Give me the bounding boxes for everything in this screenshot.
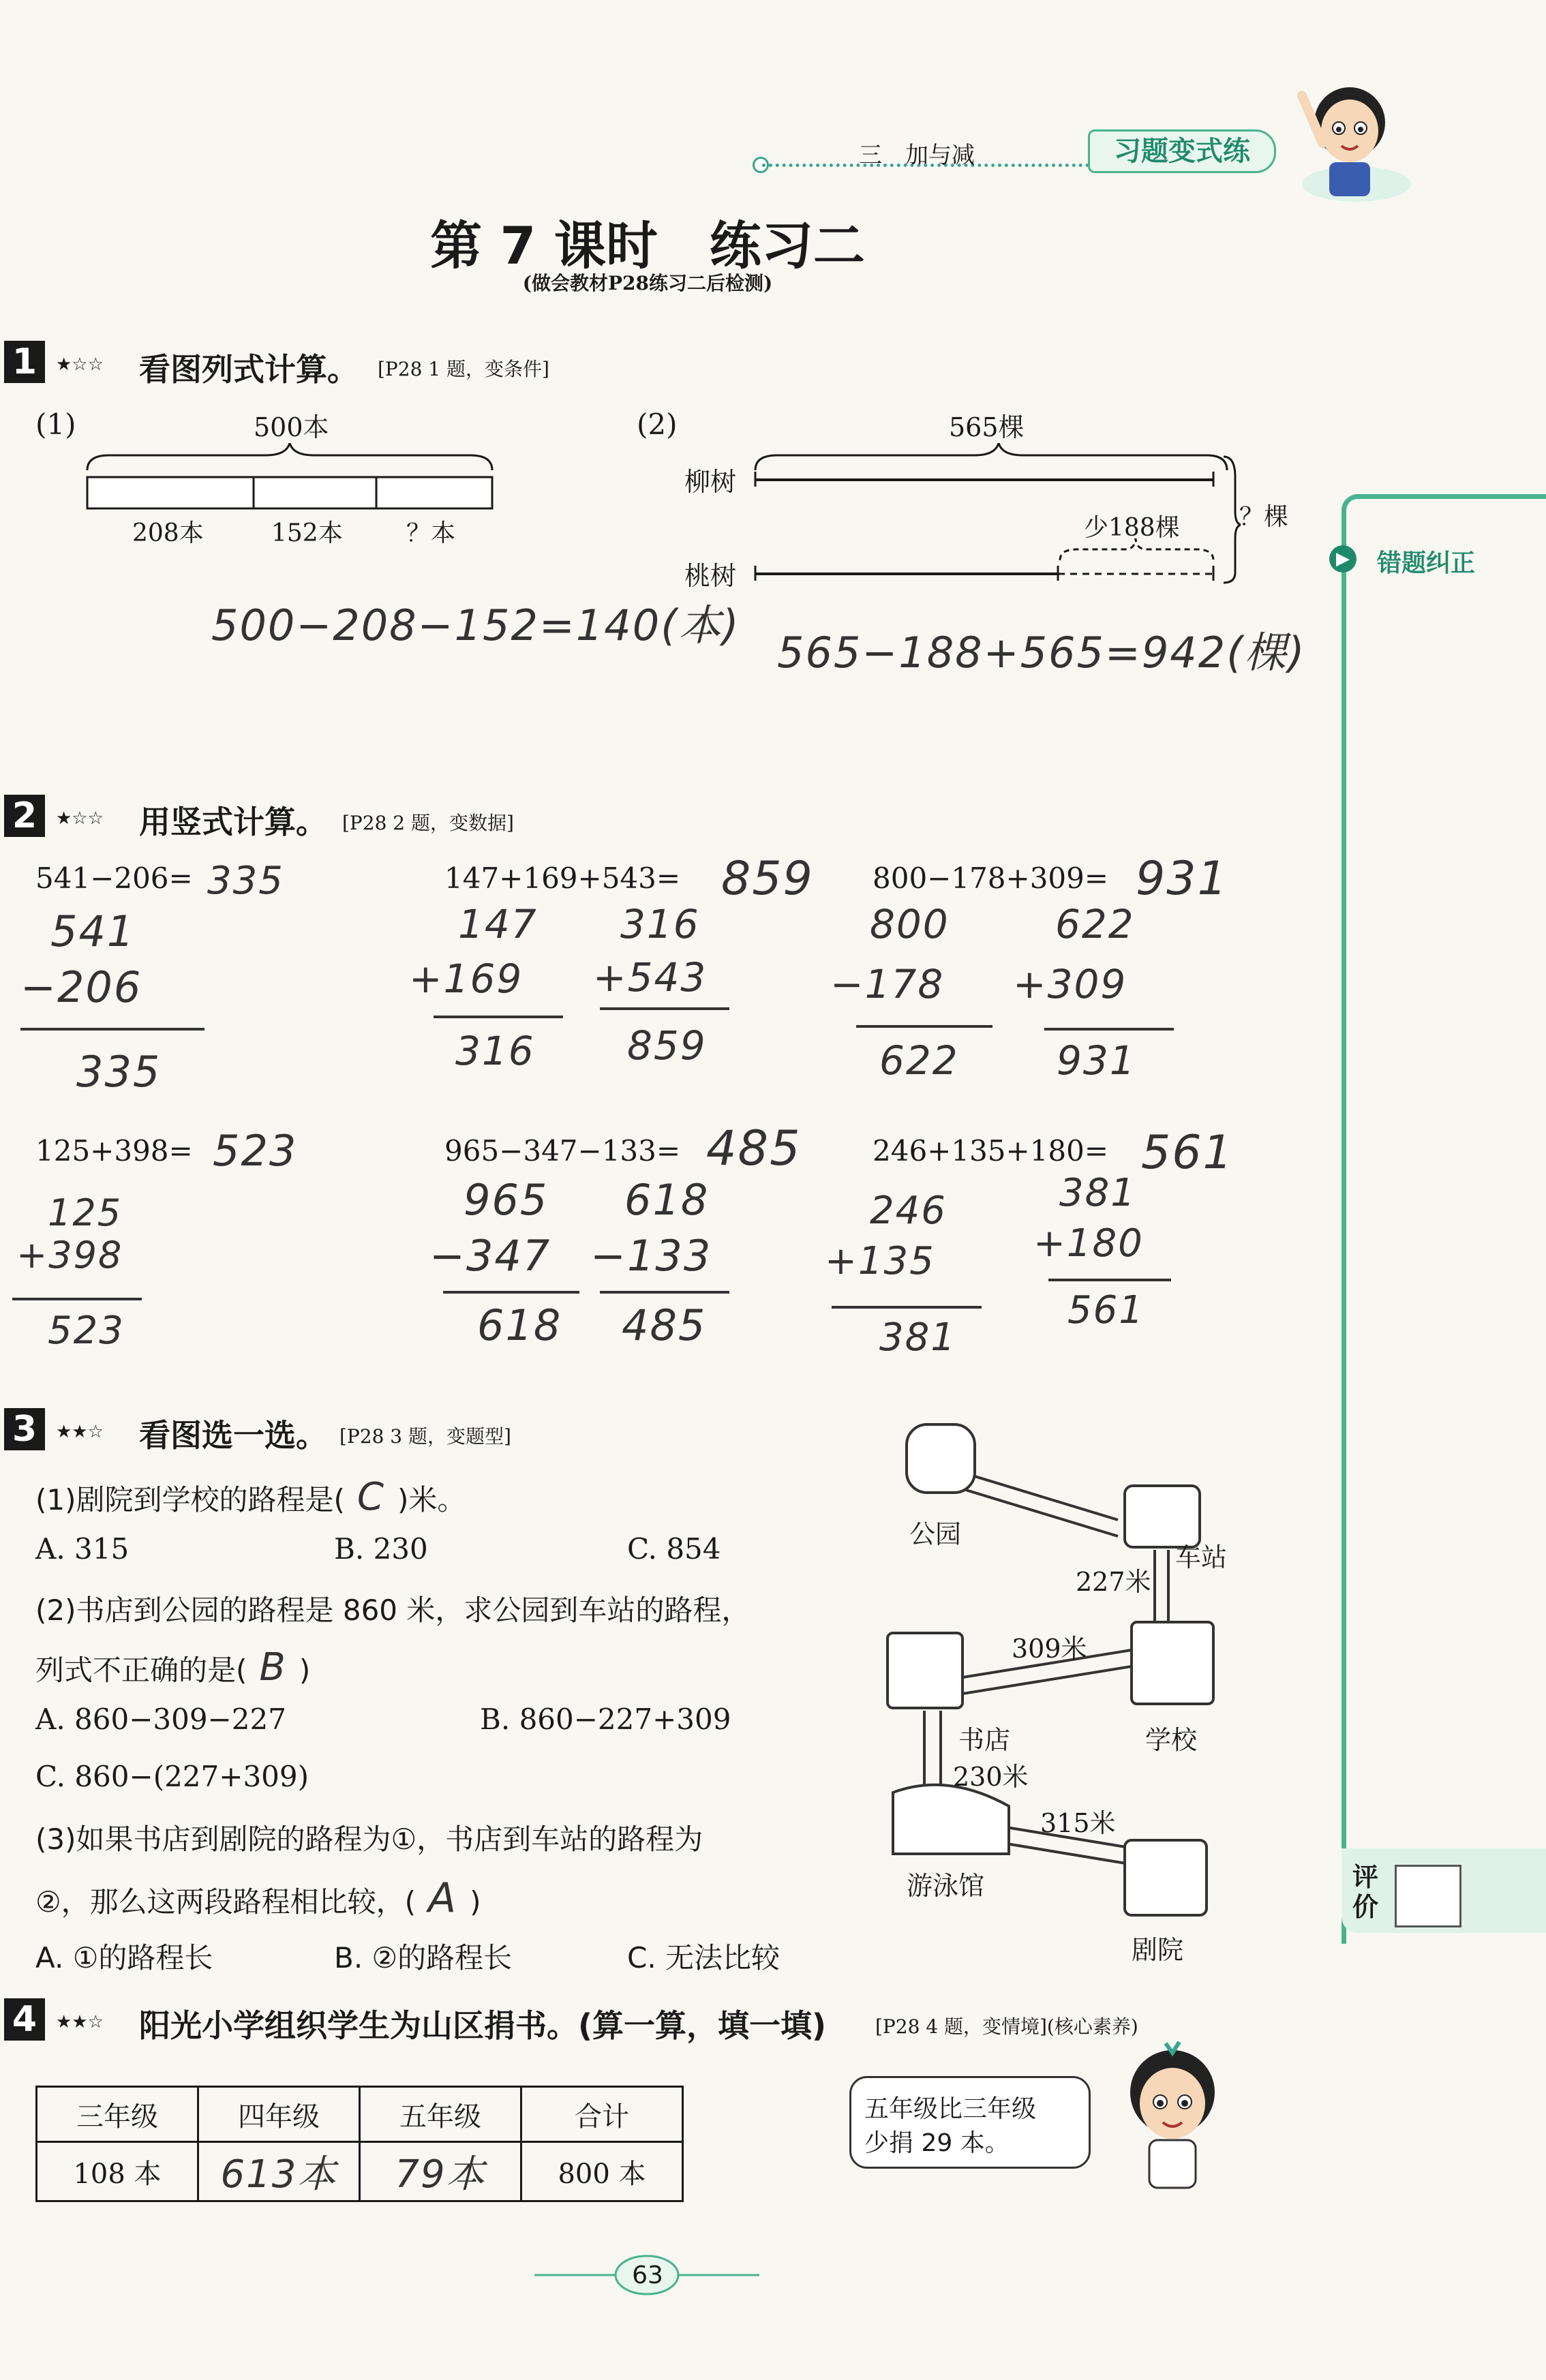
work-digit: 125 [48,1191,123,1234]
page-title: 第 7 课时 练习二 [430,215,865,276]
evaluation-label: 评价 [1352,1862,1379,1922]
work-digit: +309 [1013,961,1127,1007]
work-digit: 622 [1055,901,1135,947]
theater-icon [1125,1840,1207,1915]
table-cell: 108 本 [37,2142,198,2201]
option[interactable]: A. 315 [35,1532,130,1566]
option[interactable]: C. 860−(227+309) [35,1760,309,1793]
work-digit: +180 [1033,1221,1144,1266]
work-digit: 316 [455,1028,535,1074]
chapter-label: 三 加与减 [859,142,975,169]
question-title: 用竖式计算。 [139,804,327,840]
question-source: [P28 1 题，变条件] [378,358,549,380]
handwritten-choice: A [428,1874,458,1922]
side-panel-label: 错题纠正 [1377,549,1476,577]
work-line [1048,1279,1171,1281]
distance-label: 315米 [1040,1808,1116,1838]
work-digit: +398 [16,1234,123,1277]
problem-text: 246+135+180= [873,1134,1109,1168]
work-digit: 859 [627,1022,707,1069]
work-digit: 485 [622,1300,707,1350]
work-digit: −347 [429,1231,551,1281]
work-digit: 381 [1059,1171,1136,1215]
work-digit: 561 [1067,1288,1145,1332]
work-digit: 622 [879,1037,959,1084]
school-icon [1132,1622,1213,1704]
table-header: 五年级 [360,2087,521,2142]
arrow-right-icon: ▶ [1329,545,1356,573]
question-source: [P28 3 题，变题型] [339,1425,511,1448]
work-digit: −206 [20,962,142,1012]
part-label: (1) [35,408,76,441]
page-number: 63 [632,2261,663,2289]
table-cell-answer[interactable]: 79本 [360,2142,521,2201]
work-digit: 147 [458,901,538,947]
place-label: 公园 [909,1519,962,1549]
handwritten-answer: 335 [207,859,284,903]
work-digit: 523 [48,1309,125,1353]
problem-text: 541−206= [35,861,193,895]
girl-mascot-icon [1111,2038,1234,2195]
work-digit: +543 [593,954,708,1001]
part-label: (2) [637,408,678,441]
work-line [434,1016,563,1018]
distance-label: 230米 [953,1762,1029,1792]
bubble-text: 少捐 29 本。 [864,2129,1010,2157]
question-title: 看图选一选。 [139,1417,327,1454]
question-text: (2)书店到公园的路程是 860 米，求公园到车站的路程， [35,1593,751,1627]
problem-text: 125+398= [35,1134,193,1168]
segment-label: 152本 [271,519,343,547]
work-digit: 381 [879,1315,956,1360]
boy-mascot-icon [1282,68,1411,204]
work-line [12,1298,142,1300]
question-text: ②，那么这两段路程相比较，( A ) [35,1874,481,1922]
difficulty-stars: ★☆☆ [56,354,104,375]
option[interactable]: C. 无法比较 [627,1941,780,1974]
row-label: 桃树 [684,561,737,591]
work-digit: 965 [464,1175,549,1225]
handwritten-answer: 859 [721,852,814,906]
table-header: 四年级 [198,2087,360,2142]
segment-diagram-trees [750,443,1241,586]
row-label: 柳树 [684,467,737,497]
question-source: [P28 2 题，变数据] [342,812,514,834]
work-digit: −133 [590,1231,712,1281]
work-line [20,1028,204,1031]
distance-label: 227米 [1076,1567,1151,1597]
handwritten-answer: 565−188+565=942(棵) [777,628,1306,677]
place-label: 游泳馆 [907,1871,985,1901]
problem-text: 147+169+543= [444,861,681,895]
question-number: 4 [4,1998,45,2041]
side-panel-border [1342,494,1546,1944]
page-subtitle: (做会教材P28练习二后检测) [522,272,773,294]
difficulty-stars: ★★☆ [56,1422,104,1442]
difficulty-stars: ★☆☆ [56,808,104,829]
work-line [600,1007,729,1010]
total-label: 565棵 [949,412,1025,442]
work-digit: +169 [409,956,524,1002]
total-label: 500本 [254,412,329,442]
unknown-label: ？棵 [1239,503,1289,531]
option[interactable]: C. 854 [627,1532,721,1566]
question-text: (3)如果书店到剧院的路程为①，书店到车站的路程为 [35,1822,703,1856]
option[interactable]: B. 860−227+309 [480,1703,731,1736]
segment-label: ？本 [406,519,456,547]
distance-label: 309米 [1012,1634,1087,1664]
bookstore-icon [888,1633,963,1708]
evaluation-box[interactable] [1395,1865,1461,1927]
segment-diagram-books [82,443,498,518]
place-label: 剧院 [1132,1935,1184,1965]
question-text: (1)剧院到学校的路程是( C )米。 [35,1475,466,1519]
table-cell: 800 本 [521,2142,683,2201]
work-digit: 618 [624,1175,710,1225]
question-text: 列式不正确的是( B ) [35,1645,311,1690]
handwritten-choice: C [357,1475,385,1519]
handwritten-answer: 485 [706,1120,802,1176]
difference-label: 少188棵 [1084,514,1180,542]
work-line [856,1025,992,1028]
problem-text: 800−178+309= [873,861,1109,895]
question-number: 3 [4,1408,45,1450]
work-digit: 541 [50,906,136,956]
work-line [443,1291,579,1294]
bubble-text: 五年级比三年级 [864,2095,1037,2123]
question-number: 2 [4,795,45,837]
work-digit: 316 [620,901,700,947]
handwritten-answer: 523 [213,1126,298,1176]
handwritten-choice: B [259,1645,287,1690]
section-tag: 习题变式练 [1088,129,1276,173]
handwritten-answer: 500−208−152=140(本) [211,600,740,650]
work-line [1044,1028,1174,1031]
place-label: 车站 [1175,1542,1228,1572]
work-digit: 246 [870,1189,947,1233]
work-line [832,1306,982,1309]
park-icon [907,1424,975,1493]
work-digit: 335 [76,1047,162,1097]
handwritten-answer: 561 [1141,1126,1234,1180]
option[interactable]: B. ②的路程长 [334,1941,513,1974]
donation-table [35,2086,684,2202]
work-digit: −178 [830,961,945,1007]
option[interactable]: A. 860−309−227 [35,1703,286,1736]
table-header: 合计 [521,2087,683,2142]
work-digit: 618 [477,1300,562,1350]
table-cell-answer[interactable]: 613本 [198,2142,360,2201]
question-title: 看图列式计算。 [139,351,359,388]
work-digit: +135 [825,1239,935,1283]
handwritten-answer: 931 [1136,852,1228,906]
question-title: 阳光小学组织学生为山区捐书。(算一算，填一填) [139,2007,827,2044]
option[interactable]: B. 230 [334,1532,428,1566]
pool-icon [893,1785,1009,1854]
place-label: 学校 [1145,1725,1198,1755]
question-number: 1 [4,341,45,383]
work-digit: 800 [870,901,950,947]
option[interactable]: A. ①的路程长 [35,1941,213,1974]
segment-label: 208本 [132,519,204,547]
question-source: [P28 4 题，变情境](核心素养) [875,2015,1138,2038]
place-label: 书店 [958,1725,1011,1755]
work-line [600,1291,729,1294]
problem-text: 965−347−133= [444,1134,681,1168]
work-digit: 931 [1057,1037,1136,1084]
table-header: 三年级 [37,2087,198,2142]
difficulty-stars: ★★☆ [56,2012,104,2032]
